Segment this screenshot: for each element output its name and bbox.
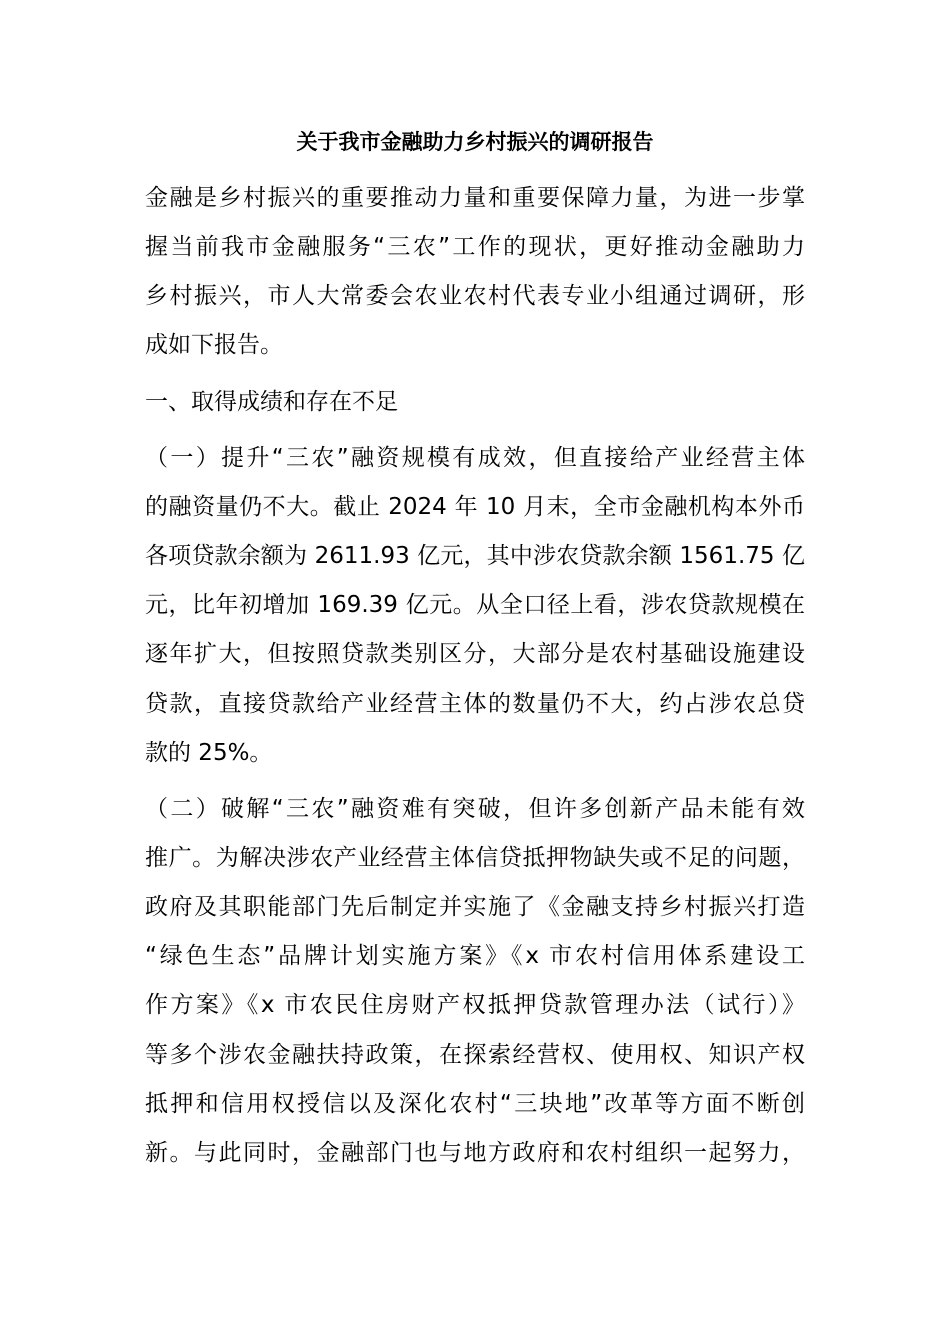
paragraph-line: 贷款，直接贷款给产业经营主体的数量仍不大，约占涉农总贷 — [145, 691, 805, 717]
paragraph-line: 推广。为解决涉农产业经营主体信贷抵押物缺失或不足的问题， — [145, 845, 805, 871]
paragraph-line: 抵押和信用权授信以及深化农村“三块地”改革等方面不断创 — [145, 1091, 805, 1117]
paragraph-line: 成如下报告。 — [145, 332, 283, 358]
paragraph-line: 款的 25%。 — [145, 740, 273, 766]
paragraph-line: 金融是乡村振兴的重要推动力量和重要保障力量，为进一步掌 — [145, 185, 805, 211]
paragraph-line: 的融资量仍不大。截止 2024 年 10 月末，全市金融机构本外币 — [145, 494, 805, 520]
paragraph-line: 握当前我市金融服务“三农”工作的现状，更好推动金融助力 — [145, 234, 805, 260]
paragraph-line: 政府及其职能部门先后制定并实施了《金融支持乡村振兴打造 — [145, 894, 805, 920]
paragraph-line: 乡村振兴，市人大常委会农业农村代表专业小组通过调研，形 — [145, 283, 805, 309]
section-heading: 一、取得成绩和存在不足 — [145, 389, 398, 415]
paragraph-line: 元，比年初增加 169.39 亿元。从全口径上看，涉农贷款规模在 — [145, 592, 805, 618]
paragraph-line: 等多个涉农金融扶持政策，在探索经营权、使用权、知识产权 — [145, 1042, 805, 1068]
paragraph-line: （二）破解“三农”融资难有突破，但许多创新产品未能有效 — [145, 796, 805, 822]
paragraph-line: 作方案》《x 市农民住房财产权抵押贷款管理办法（试行）》 — [145, 992, 805, 1018]
page-title: 关于我市金融助力乡村振兴的调研报告 — [296, 130, 654, 154]
paragraph-line: （一）提升“三农”融资规模有成效，但直接给产业经营主体 — [145, 445, 805, 471]
paragraph-line: “绿色生态”品牌计划实施方案》《x 市农村信用体系建设工 — [145, 943, 805, 969]
paragraph-line: 新。与此同时，金融部门也与地方政府和农村组织一起努力， — [145, 1140, 805, 1166]
paragraph-line: 各项贷款余额为 2611.93 亿元，其中涉农贷款余额 1561.75 亿 — [145, 543, 805, 569]
paragraph-line: 逐年扩大，但按照贷款类别区分，大部分是农村基础设施建设 — [145, 641, 805, 667]
